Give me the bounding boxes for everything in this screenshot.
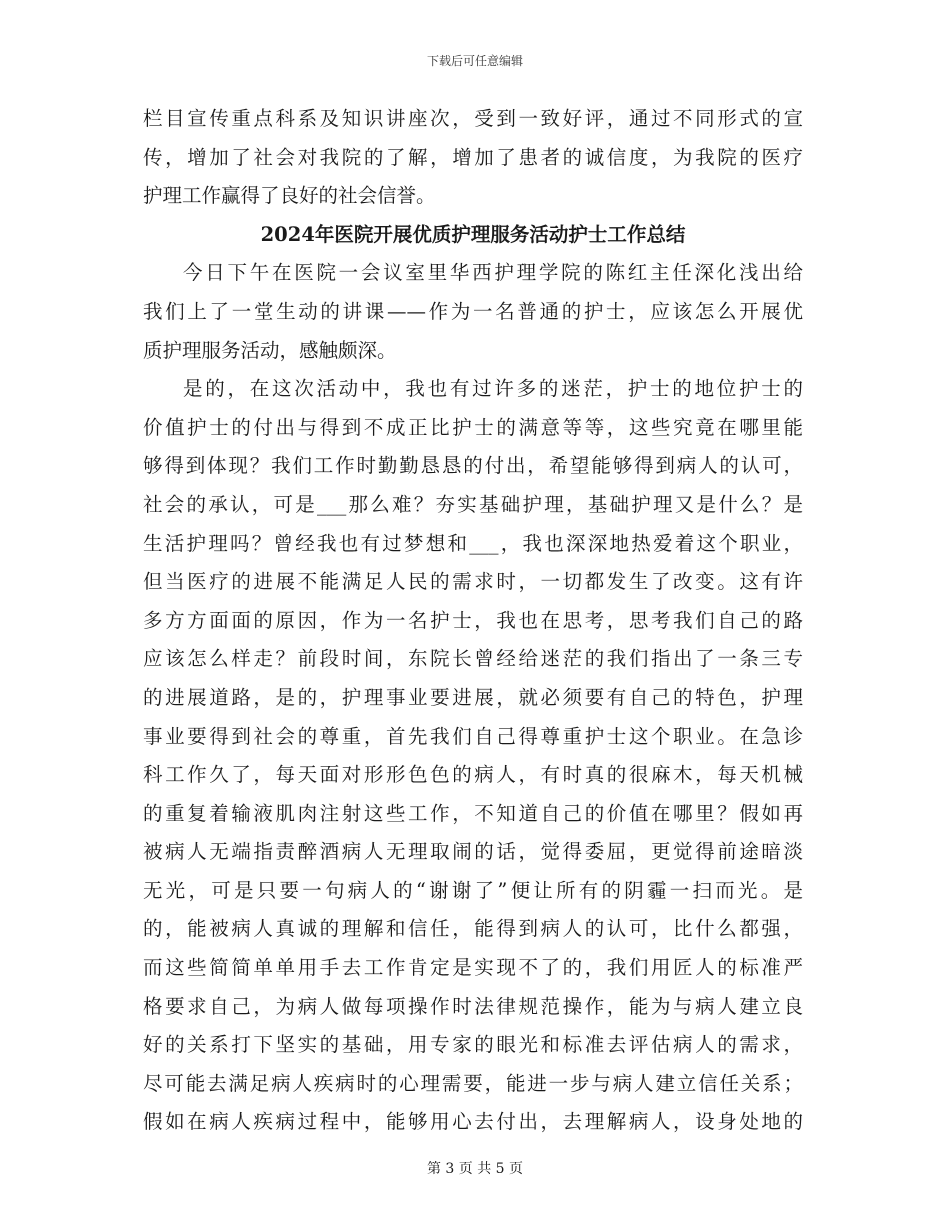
text-line: 被病人无端指责醉酒病人无理取闹的话，觉得委屈，更觉得前途暗淡 <box>143 840 803 864</box>
paragraph-2 <box>143 370 803 1142</box>
document-body <box>143 100 803 1142</box>
text-line: 无光，可是只要一句病人的“谢谢了”便让所有的阴霾一扫而光。是 <box>143 878 803 902</box>
text-line: 栏目宣传重点科系及知识讲座次，受到一致好评，通过不同形式的宣 <box>143 107 803 130</box>
text-line: 我们上了一堂生动的讲课——作为一名普通的护士，应该怎么开展优 <box>143 299 803 323</box>
text-line: 假如在病人疾病过程中，能够用心去付出，去理解病人，设身处地的 <box>143 1110 803 1134</box>
page-header: 下载后可任意编辑 <box>426 54 523 68</box>
text-line: 传，增加了社会对我院的了解，增加了患者的诚信度，为我院的医疗 <box>143 145 803 169</box>
text-line: 尽可能去满足病人疾病时的心理需要，能进一步与病人建立信任关系； <box>143 1071 803 1095</box>
page-footer: 第 3 页 共 5 页 <box>426 1161 524 1177</box>
text-line: 但当医疗的进展不能满足人民的需求时，一切都发生了改变。这有许 <box>143 570 803 594</box>
text-line: 应该怎么样走？前段时间，东院长曾经给迷茫的我们指出了一条三专 <box>143 647 803 671</box>
text-line: 的重复着输液肌肉注射这些工作，不知道自己的价值在哪里？假如再 <box>143 801 803 825</box>
text-line: 生活护理吗？曾经我也有过梦想和___，我也深深地热爱着这个职业， <box>143 531 803 555</box>
text-line: 够得到体现？我们工作时勤勤恳恳的付出，希望能够得到病人的认可， <box>143 454 803 478</box>
text-line: 科工作久了，每天面对形形色色的病人，有时真的很麻木，每天机械 <box>143 763 803 787</box>
text-line: 的进展道路，是的，护理事业要进展，就必须要有自己的特色，护理 <box>143 685 803 709</box>
text-line: 护理工作赢得了良好的社会信誉。 <box>143 184 436 208</box>
text-line: 格要求自己，为病人做每项操作时法律规范操作，能为与病人建立良 <box>143 994 803 1018</box>
text-line: 价值护士的付出与得到不成正比护士的满意等等，这些究竟在哪里能 <box>143 415 803 439</box>
text-line: 而这些简简单单用手去工作肯定是实现不了的，我们用匠人的标准严 <box>143 956 803 980</box>
text-line: 的，能被病人真诚的理解和信任，能得到病人的认可，比什么都强， <box>143 917 803 941</box>
paragraph-1 <box>143 254 803 370</box>
intro-paragraph <box>143 100 803 216</box>
text-line: 社会的承认，可是___那么难？夯实基础护理，基础护理又是什么？是 <box>143 492 803 516</box>
text-line: 是的，在这次活动中，我也有过许多的迷茫，护士的地位护士的 <box>183 377 803 401</box>
text-line: 质护理服务活动，感触颇深。 <box>143 338 397 362</box>
text-line: 事业要得到社会的尊重，首先我们自己得尊重护士这个职业。在急诊 <box>143 724 803 748</box>
text-line: 多方方面面的原因，作为一名护士，我也在思考，思考我们自己的路 <box>143 608 803 632</box>
text-line: 今日下午在医院一会议室里华西护理学院的陈红主任深化浅出给 <box>183 261 803 285</box>
section-title: 2024年医院开展优质护理服务活动护士工作总结 <box>260 222 686 246</box>
text-line: 好的关系打下坚实的基础，用专家的眼光和标准去评估病人的需求， <box>143 1033 803 1057</box>
